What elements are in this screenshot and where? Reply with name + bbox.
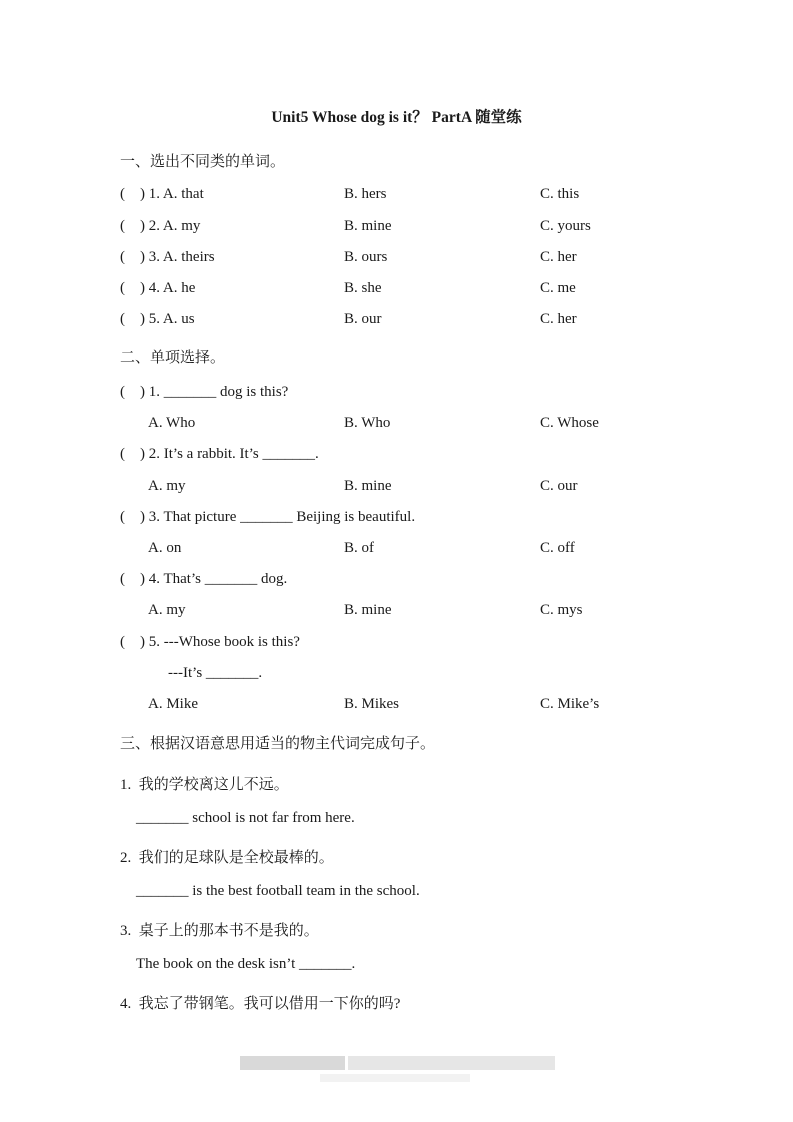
s2-q3-option-b: B. of (344, 540, 374, 556)
s2-q5-response: ---It’s _______. (168, 665, 263, 681)
s3-q2-english: _______ is the best football team in the school. (136, 883, 420, 899)
s1-q5: ( ) 5. A. us (120, 311, 195, 327)
blurred-footer-watermark (240, 1056, 555, 1070)
s3-q1-english: _______ school is not far from here. (136, 810, 355, 826)
s3-q1-chinese: 1. 我的学校离这儿不远。 (120, 777, 289, 793)
s1-q2-option-c: C. yours (540, 218, 591, 234)
s2-q5-option-c: C. Mike’s (540, 696, 600, 712)
s2-q5-option-a: A. Mike (148, 696, 198, 712)
s2-q2-option-a: A. my (148, 478, 186, 494)
s3-q3-chinese: 3. 桌子上的那本书不是我的。 (120, 923, 319, 939)
s1-q4-option-c: C. me (540, 280, 576, 296)
s1-q3: ( ) 3. A. theirs (120, 249, 215, 265)
s1-q4: ( ) 4. A. he (120, 280, 196, 296)
s2-q4-option-c: C. mys (540, 602, 583, 618)
s2-q4: ( ) 4. That’s _______ dog. (120, 571, 288, 587)
s3-q2-chinese: 2. 我们的足球队是全校最棒的。 (120, 850, 334, 866)
s1-q3-option-b: B. ours (344, 249, 388, 265)
s2-q1-option-c: C. Whose (540, 415, 599, 431)
section1-heading: 一、选出不同类的单词。 (120, 154, 286, 170)
s2-q2-option-b: B. mine (344, 478, 392, 494)
s2-q2: ( ) 2. It’s a rabbit. It’s _______. (120, 446, 319, 462)
s2-q3-option-a: A. on (148, 540, 182, 556)
s1-q2: ( ) 2. A. my (120, 218, 201, 234)
s2-q3-option-c: C. off (540, 540, 575, 556)
s1-q4-option-b: B. she (344, 280, 382, 296)
s1-q5-option-c: C. her (540, 311, 577, 327)
s3-q4-chinese: 4. 我忘了带钢笔。我可以借用一下你的吗? (120, 996, 401, 1012)
s3-q3-english: The book on the desk isn’t _______. (136, 956, 356, 972)
s2-q4-option-a: A. my (148, 602, 186, 618)
section3-heading: 三、根据汉语意思用适当的物主代词完成句子。 (120, 736, 436, 752)
s1-q2-option-b: B. mine (344, 218, 392, 234)
s1-q1-option-b: B. hers (344, 186, 387, 202)
s1-q3-option-c: C. her (540, 249, 577, 265)
s2-q1-option-b: B. Who (344, 415, 391, 431)
s2-q5-option-b: B. Mikes (344, 696, 400, 712)
s2-q5: ( ) 5. ---Whose book is this? (120, 634, 300, 650)
page-title: Unit5 Whose dog is it？ PartA 随堂练 (271, 109, 522, 126)
s1-q1: ( ) 1. A. that (120, 186, 204, 202)
section2-heading: 二、单项选择。 (120, 350, 226, 366)
s2-q1-option-a: A. Who (148, 415, 196, 431)
s1-q5-option-b: B. our (344, 311, 382, 327)
s2-q4-option-b: B. mine (344, 602, 392, 618)
s1-q1-option-c: C. this (540, 186, 580, 202)
s2-q3: ( ) 3. That picture _______ Beijing is beautiful. (120, 509, 416, 525)
s2-q1: ( ) 1. _______ dog is this? (120, 384, 289, 400)
s2-q2-option-c: C. our (540, 478, 578, 494)
